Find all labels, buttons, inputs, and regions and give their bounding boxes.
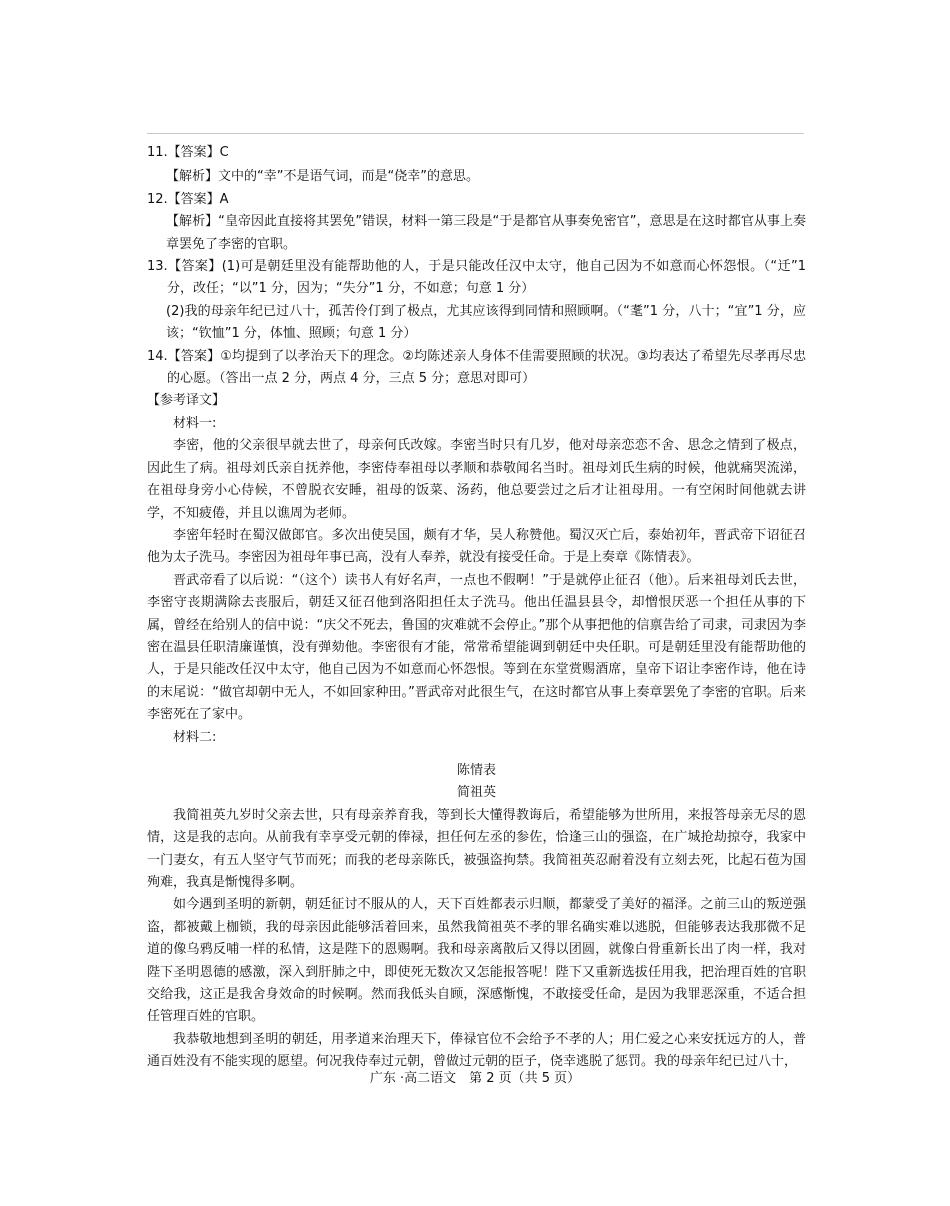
material1-paragraph: 晋武帝看了以后说：“（这个）读书人有好名声，一点也不假啊！”于是就停止征召（他）。后来祖母刘氏去世，李密守丧期满除去丧服后，朝廷又征召他到洛阳担任太子洗马。他出任温县县令，却憎恨厌恶一个担任从事的下属，曾经在给别人的信中说：“庆父不死去，鲁国的灾难就不会停止。”那个从事把他的信禀告给了司隶，司隶因为李密在温县任职清廉谨慎，没有弹劾他。李密很有才能，常常希望能调到朝廷中央任职。可是朝廷里没有能帮助他的人，于是只能改任汉中太守，他自己因为不如意而心怀怨恨。等到在东堂赏赐酒席，皇帝下诏让李密作诗，他在诗的末尾说：“做官却朝中无人，不如回家种田。”晋武帝对此很生气，在这时都官从事上奏章罢免了李密的官职。后来李密死在了家中。 (147, 572, 806, 723)
q11-analysis: 【解析】文中的“幸”不是语气词，而是“侥幸”的意思。 (166, 169, 479, 185)
material1-label: 材料一: (173, 415, 217, 431)
material2-paragraph: 我简祖英九岁时父亲去世，只有母亲养育我，等到长大懂得教诲后，希望能够为世所用，来报答母亲无尽的恩情，这是我的志向。从前我有幸享受元朝的俸禄，担任何左丞的参佐，恰逢三山的强盗，在广城抢劫掠夺，我家中一门妻女，有五人坚守气节而死；而我的老母亲陈氏，被强盗拘禁。我简祖英忍耐着没有立刻去死，比起石苞为国殉难，我真是惭愧得多啊。 (147, 807, 806, 890)
essay-author: 简祖英 (456, 785, 496, 801)
material2-paragraph: 如今遇到圣明的新朝，朝廷征讨不服从的人，天下百姓都表示归顺，都蒙受了美好的福泽。之前三山的叛逆强盗，都被戴上枷锁，我的母亲因此能够活着回来，虽然我简祖英不孝的罪名确实难以逃脱，但能够表达我那微不足道的像乌鸦反哺一样的私情，这是陛下的恩赐啊。我和母亲离散后又得以团圆，就像白骨重新长出了肉一样，我对陛下圣明恩德的感激，深入到肝肺之中，即使死无数次又怎能报答呢！陛下又重新选拔任用我，把治理百姓的官职交给我，这正是我舍身效命的时候啊。然而我低头自顾，深感惭愧，不敢接受任命，是因为我罪恶深重，不适合担任管理百姓的官职。 (147, 897, 806, 1025)
q14-answer: 14.【答案】①均提到了以孝治天下的理念。②均陈述亲人身体不佳需要照顾的状况。③均表达了希望先尽孝再尽忠的心愿。（答出一点 2 分，两点 4 分，三点 5 分；意思对即可） (147, 348, 806, 387)
page-footer: 广东 ·高二语文 第 2 页（共 5 页） (369, 1071, 581, 1086)
q13-answer-part2: (2)我的母亲年纪已过八十，孤苦伶仃到了极点，尤其应该得到同情和照顾啊。（“耄”1 分，八十；“宜”1 分，应该；“钦恤”1 分，体恤、照顾；句意 1 分） (166, 303, 806, 342)
q12-analysis: 【解析】“皇帝因此直接将其罢免”错误，材料一第三段是“于是都官从事奏免密官”，意思是在这时都官从事上奏章罢免了李密的官职。 (166, 214, 806, 252)
page-content (147, 142, 806, 1074)
essay-title: 陈情表 (456, 762, 496, 778)
header-rule (147, 133, 804, 134)
translation-heading: 【参考译文】 (147, 393, 226, 409)
material2-label: 材料二: (173, 729, 217, 745)
q12-answer: 12.【答案】A (147, 191, 229, 207)
q13-answer-part1: 13.【答案】(1)可是朝廷里没有能帮助他的人，于是只能改任汉中太守，他自己因为不如意而心怀怨恨。（“迁”1 分，改任；“以”1 分，因为；“失分”1 分，不如意；句意 1 分） (147, 259, 806, 297)
material1-paragraph: 李密，他的父亲很早就去世了，母亲何氏改嫁。李密当时只有几岁，他对母亲恋恋不舍、思念之情到了极点，因此生了病。祖母刘氏亲自抚养他，李密侍奉祖母以孝顺和恭敬闻名当时。祖母刘氏生病的时候，他就痛哭流涕，在祖母身旁小心侍候，不曾脱衣安睡，祖母的饭菜、汤药，他总要尝过之后才让祖母用。一有空闲时间他就去讲学，不知疲倦，并且以谯周为老师。 (147, 438, 806, 521)
material2-paragraph: 我恭敬地想到圣明的朝廷，用孝道来治理天下，俸禄官位不会给予不孝的人；用仁爱之心来安抚远方的人，普通百姓没有不能实现的愿望。何况我侍奉过元朝，曾做过元朝的臣子，侥幸逃脱了惩罚。我的母亲年纪已过八十， (147, 1031, 806, 1070)
material1-paragraph: 李密年轻时在蜀汉做郎官。多次出使吴国，颇有才华，吴人称赞他。蜀汉灭亡后，泰始初年，晋武帝下诏征召他为太子洗马。李密因为祖母年事已高，没有人奉养，就没有接受任命。于是上奏章《陈情表》。 (147, 527, 806, 566)
q11-answer: 11.【答案】C (147, 145, 229, 160)
